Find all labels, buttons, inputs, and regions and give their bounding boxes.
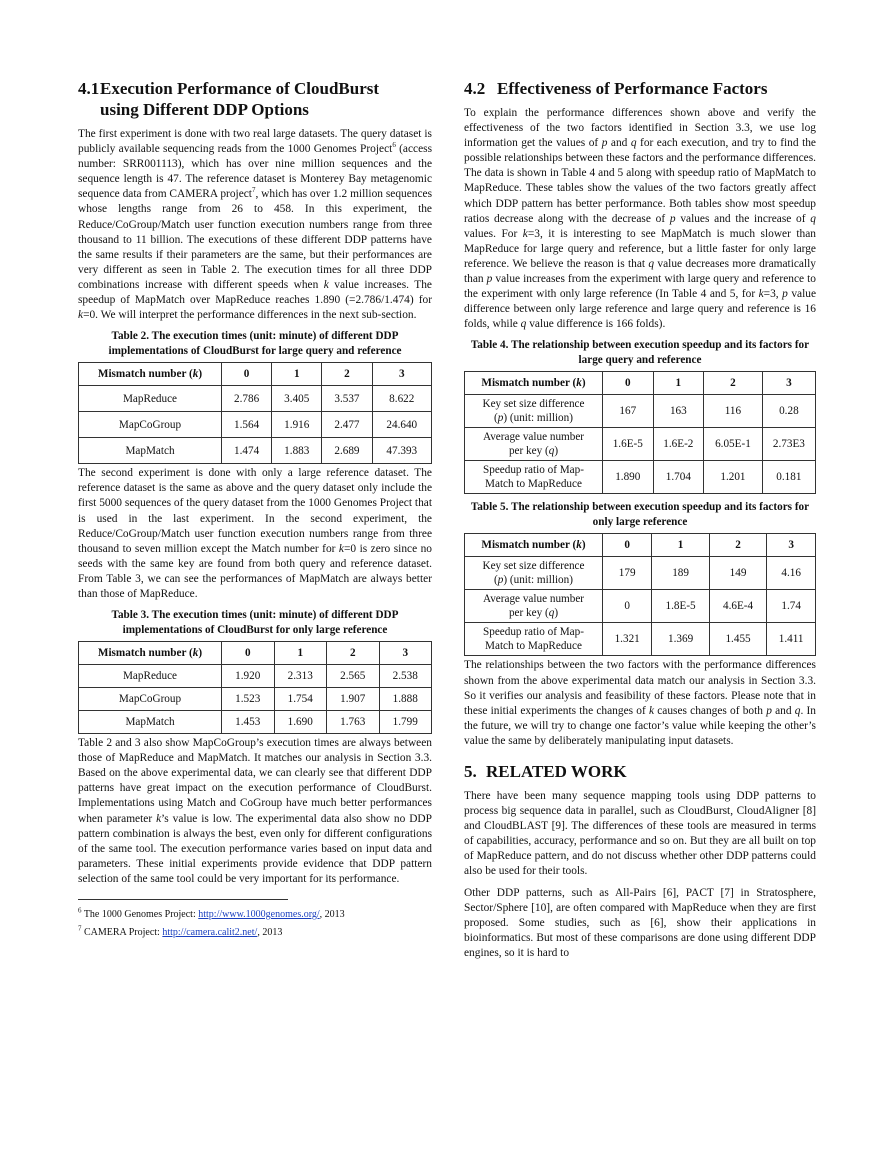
row-label: MapCoGroup: [79, 412, 222, 438]
right-column: [464, 78, 816, 967]
row-label: MapCoGroup: [79, 688, 222, 711]
table-row: [465, 395, 816, 428]
section-title: RELATED WORK: [486, 761, 627, 781]
row-label: Average value number per key (q): [465, 590, 603, 623]
table-cell: 0.28: [762, 395, 815, 428]
table-cell: 2.689: [322, 438, 372, 464]
section-title-line1: Execution Performance of CloudBurst: [100, 79, 380, 98]
table-4-caption: Table 4. The relationship between execution speedup and its factors for large query and reference: [470, 339, 810, 367]
table-cell: 167: [603, 395, 654, 428]
table-cell: 1.890: [603, 461, 654, 494]
table-cell: 189: [652, 557, 709, 590]
table-header-cell: 2: [704, 372, 763, 395]
table-cell: 8.622: [372, 386, 431, 412]
table-header-cell: 3: [372, 363, 431, 386]
table-2: [78, 362, 432, 464]
row-label: MapMatch: [79, 438, 222, 464]
table-cell: 1.523: [222, 688, 275, 711]
row-label: Speedup ratio of Map- Match to MapReduce: [465, 461, 603, 494]
table-header-row: [465, 372, 816, 395]
footnote-ref: 6: [392, 141, 396, 150]
table-cell: 163: [653, 395, 704, 428]
table-row: [465, 557, 816, 590]
table-row: [79, 711, 432, 734]
table-cell: 1.799: [379, 711, 432, 734]
table-header-cell: 1: [653, 372, 704, 395]
row-label: MapReduce: [79, 665, 222, 688]
table-cell: 1.74: [767, 590, 816, 623]
table-header-cell: 2: [322, 363, 372, 386]
left-column: [78, 78, 432, 944]
table-row: [79, 688, 432, 711]
paragraph: Table 2 and 3 also show MapCoGroup’s execution times are always between those of MapReduce and MapMatch. It matches our analysis in Section 3.3. Based on the above experimental data, we can clearly see that different DDP patterns have great impact on the execution performance of CloudBurst. Implementations using Match and CoGroup have much better performances when parameter k’s value is low. The experimental data also show no DDP pattern combination is always the best, even only for different configurations of the same tool. The execution performance varies based on input data and parameters. These initial experiments provide evidence that DDP pattern selection of the same tool could be very important for its performance.: [78, 737, 432, 885]
section-number: 4.2: [464, 79, 486, 98]
section-5-heading: [464, 761, 816, 782]
table-row: [465, 461, 816, 494]
table-cell: 2.73E3: [762, 428, 815, 461]
table-cell: 1.920: [222, 665, 275, 688]
paragraph: Other DDP patterns, such as All-Pairs [6], PACT [7] in Stratosphere, Sector/Sphere [10], are often compared with MapReduce when they are first proposed. Some studies, such as [6], show their applications in bioinformatics. But most of these comparisons are done using different DDP engines, so it is hard to: [464, 886, 816, 959]
table-cell: 3.405: [272, 386, 322, 412]
table-cell: 2.313: [274, 665, 327, 688]
table-cell: 24.640: [372, 412, 431, 438]
paragraph: There have been many sequence mapping tools using DDP patterns to process big sequence data in parallel, such as CloudBurst, CloudAligner [8] and CloudBLAST [9]. The differences of these tools are measured in terms of capabilities, accuracy, performance and so on. But they are all built on top of MapReduce pattern, and do not discuss whether other DDP patterns could also be used for their tools.: [464, 789, 816, 878]
table-cell: 1.6E-5: [603, 428, 654, 461]
table-header-cell: 0: [603, 534, 652, 557]
table-row: [465, 590, 816, 623]
table-cell: 179: [603, 557, 652, 590]
table-cell: 4.6E-4: [709, 590, 766, 623]
table-cell: 0: [603, 590, 652, 623]
table-header-row: [79, 363, 432, 386]
paragraph: To explain the performance differences shown above and verify the effectiveness of the two factors identified in Section 3.3, we use log information get the values of p and q for each execution, and try to find the possible relationships between these factors and the performance differences. The data is shown in Table 4 and 5 along with speedup ratio of MapMatch to MapReduce. These tables show the values of the two factors greatly affect which DDP pattern has better performance. Both tables show most speedup ratios decrease along with the decrease of p values and the increase of q values. For k=3, it is interesting to see MapMatch is much slower than MapReduce for large query and reference, but a little faster for only large reference. We believe the reason is that q value decreases more dramatically than p value increases from the experiment with large query and reference to the experiment with only large reference (In Table 4 and 5, for k=3, p value difference between only large reference and large query and reference is 16 folds, while q value difference is 166 folds).: [464, 107, 817, 331]
table-cell: 1.754: [274, 688, 327, 711]
table-row: [79, 412, 432, 438]
table-cell: 1.201: [704, 461, 763, 494]
table-cell: 2.538: [379, 665, 432, 688]
table-cell: 116: [704, 395, 763, 428]
table-header-cell: Mismatch number (k): [79, 642, 222, 665]
table-header-cell: 3: [379, 642, 432, 665]
table-cell: 149: [709, 557, 766, 590]
table-row: [79, 438, 432, 464]
table-header-cell: 0: [222, 642, 275, 665]
table-3: [78, 641, 432, 734]
table-2-caption: Table 2. The execution times (unit: minute) of different DDP implementations of CloudBurst for large query and reference: [108, 330, 402, 358]
table-cell: 1.690: [274, 711, 327, 734]
footnote-6: $^6$ The 1000 Genomes Project: http://www.1000genomes.org/, 2013: [78, 906, 345, 920]
table-header-cell: 2: [327, 642, 380, 665]
table-header-cell: Mismatch number (k): [79, 363, 222, 386]
table-cell: 1.8E-5: [652, 590, 709, 623]
table-cell: 1.704: [653, 461, 704, 494]
table-cell: 0.181: [762, 461, 815, 494]
table-header-row: [79, 642, 432, 665]
table-cell: 6.05E-1: [704, 428, 763, 461]
row-label: Speedup ratio of Map- Match to MapReduce: [465, 623, 603, 656]
table-header-cell: 0: [222, 363, 272, 386]
table-cell: 1.455: [709, 623, 766, 656]
table-cell: 1.6E-2: [653, 428, 704, 461]
table-header-cell: 3: [767, 534, 816, 557]
row-label: MapReduce: [79, 386, 222, 412]
section-number: 5.: [464, 761, 477, 781]
paragraph: The relationships between the two factors with the performance differences shown from the above experimental data match our analysis in Section 3.3. So it verifies our analysis and feasibility of these factors. Please note that in these initial experiments the changes of k causes changes of both p and q. In the future, we will try to change one factor’s value while keeping the other’s value the same by deliberately manipulating input datasets.: [464, 659, 816, 747]
footnote-link[interactable]: http://camera.calit2.net/: [162, 927, 258, 938]
row-label: Key set size difference (p) (unit: million): [465, 395, 603, 428]
table-cell: 1.883: [272, 438, 322, 464]
footnote-ref: 7: [251, 186, 256, 195]
paragraph: The second experiment is done with only a large reference dataset. The reference dataset is the same as above and the query dataset only include the first 5000 sequences of the query dataset from the 1000 Genomes Project that is used in the last experiment. In the second experiment, the Reduce/CoGroup/Match user function execution numbers range from three thousand to seven million except the Match number for k=0 is zero since no seeds with the same key are found from both query and reference dataset. From Table 3, we can see the performances of MapMatch are always better than those of MapReduce.: [78, 467, 432, 600]
table-cell: 1.369: [652, 623, 709, 656]
footnote-link[interactable]: http://www.1000genomes.org/: [198, 909, 320, 920]
section-4-2-heading: [464, 78, 816, 99]
table-cell: 3.537: [322, 386, 372, 412]
footnote-divider: [78, 899, 288, 900]
row-label: MapMatch: [79, 711, 222, 734]
table-header-cell: 2: [709, 534, 766, 557]
section-4-1-heading: [78, 78, 432, 120]
table-header-cell: Mismatch number (k): [465, 372, 603, 395]
table-cell: 1.411: [767, 623, 816, 656]
row-label: Average value number per key (q): [465, 428, 603, 461]
section-number: 4.1: [78, 79, 100, 98]
table-row: [79, 386, 432, 412]
table-cell: 2.565: [327, 665, 380, 688]
table-header-row: [465, 534, 816, 557]
footnote-7: $^7$ CAMERA Project: http://camera.calit2.net/, 2013: [78, 924, 283, 938]
table-header-cell: 1: [272, 363, 322, 386]
table-cell: 2.786: [222, 386, 272, 412]
paragraph: The first experiment is done with two real large datasets. The query dataset is publicly available sequencing reads from the 1000 Genomes Project$^6$ (access number: SRR001113), which has over nine million sequences and the sequence length is 47. The reference dataset is Monterey Bay metagenomic sequence data from CAMERA project$^7$, which has over 1.2 million sequences whose lengths range from 26 to 458. In this experiment, the Reduce/CoGroup/Match user function execution numbers range from three thousand to 11 billion. The executions of these different DDP patterns have the same results if their parameters are the same, but their performances are very different as seen in Table 2. The execution times for all three DDP combinations increase with different speeds when k value increases. The speedup of MapMatch over MapReduce reaches 1.890 (=2.786/1.474) for k=0. We will interpret the performance differences in the next sub-section.: [78, 128, 433, 322]
table-5: [464, 533, 816, 656]
table-cell: 47.393: [372, 438, 431, 464]
table-cell: 1.321: [603, 623, 652, 656]
table-cell: 1.763: [327, 711, 380, 734]
table-header-cell: Mismatch number (k): [465, 534, 603, 557]
table-cell: 4.16: [767, 557, 816, 590]
table-4: [464, 371, 816, 494]
table-cell: 1.564: [222, 412, 272, 438]
table-cell: 2.477: [322, 412, 372, 438]
table-row: [465, 623, 816, 656]
row-label: Key set size difference (p) (unit: million): [465, 557, 603, 590]
table-3-caption: Table 3. The execution times (unit: minute) of different DDP implementations of CloudBurst for only large reference: [111, 609, 399, 637]
table-row: [79, 665, 432, 688]
table-cell: 1.453: [222, 711, 275, 734]
table-cell: 1.916: [272, 412, 322, 438]
section-title-line2: using Different DDP Options: [100, 100, 309, 119]
section-title: Effectiveness of Performance Factors: [497, 79, 768, 98]
table-row: [465, 428, 816, 461]
table-5-caption: Table 5. The relationship between execution speedup and its factors for only large reference: [470, 501, 810, 529]
table-cell: 1.888: [379, 688, 432, 711]
table-header-cell: 1: [652, 534, 709, 557]
table-header-cell: 1: [274, 642, 327, 665]
table-header-cell: 0: [603, 372, 654, 395]
table-cell: 1.474: [222, 438, 272, 464]
table-header-cell: 3: [762, 372, 815, 395]
table-cell: 1.907: [327, 688, 380, 711]
